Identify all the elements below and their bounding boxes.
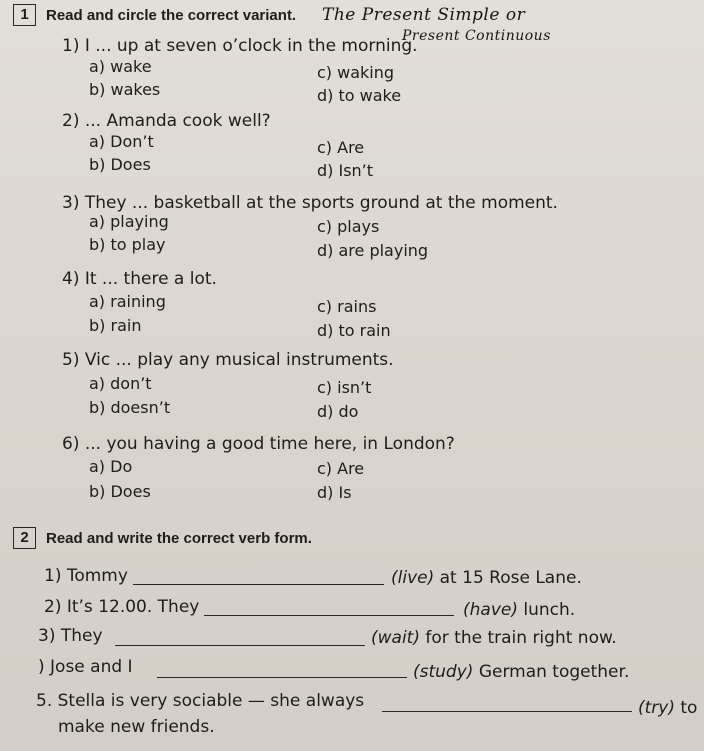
question-2-option-a[interactable]: a) Don’t <box>89 132 154 151</box>
item-3-tail: for the train right now. <box>419 628 617 648</box>
item-4-answer-blank[interactable] <box>157 677 407 678</box>
question-1-option-a[interactable]: a) wake <box>89 57 152 76</box>
question-4-option-a[interactable]: a) raining <box>89 292 166 311</box>
question-6-option-d[interactable]: d) Is <box>317 483 352 502</box>
item-3-answer-blank[interactable] <box>115 645 365 646</box>
question-5-option-d[interactable]: d) do <box>317 402 359 421</box>
question-6-option-c[interactable]: c) Are <box>317 459 365 478</box>
question-4-option-c[interactable]: c) rains <box>317 297 377 316</box>
item-1-hint: (live) <box>391 568 435 588</box>
handwritten-note-line-1: The Present Simple or <box>322 5 526 25</box>
question-1-option-d[interactable]: d) to wake <box>317 86 402 105</box>
item-2-hint: (have) <box>463 600 518 620</box>
section-2-title: Read and write the correct verb form. <box>46 530 312 547</box>
item-1-answer-blank[interactable] <box>133 584 384 585</box>
section-2-number: 2 <box>13 527 36 549</box>
item-3-text: 3) They <box>38 626 103 646</box>
question-4: 4) It ... there a lot. <box>62 269 217 289</box>
item-2-text: 2) It’s 12.00. They <box>44 597 200 617</box>
section-1-title: Read and circle the correct variant. <box>46 7 297 24</box>
question-5-option-a[interactable]: a) don’t <box>89 374 152 393</box>
item-1-text: 1) Tommy <box>44 566 128 586</box>
question-2-option-b[interactable]: b) Does <box>89 155 151 174</box>
handwritten-note-line-2: Present Continuous <box>402 28 551 44</box>
question-1-option-c[interactable]: c) waking <box>317 63 395 82</box>
item-4-hint: (study) <box>413 662 474 682</box>
question-5-option-b[interactable]: b) doesn’t <box>89 398 171 417</box>
question-4-option-d[interactable]: d) to rain <box>317 321 391 340</box>
question-3: 3) They ... basketball at the sports ground at the moment. <box>62 193 558 213</box>
question-6: 6) ... you having a good time here, in London? <box>62 434 455 454</box>
question-3-option-d[interactable]: d) are playing <box>317 241 429 260</box>
question-5: 5) Vic ... play any musical instruments. <box>62 350 394 370</box>
question-3-option-c[interactable]: c) plays <box>317 217 380 236</box>
item-5-hint: (try) <box>638 698 675 718</box>
section-1-number: 1 <box>13 4 36 26</box>
item-5-text: 5. Stella is very sociable — she always <box>36 691 365 711</box>
item-4-hint-row <box>413 664 629 681</box>
item-3-hint: (wait) <box>371 628 420 648</box>
question-2: 2) ... Amanda cook well? <box>62 111 271 131</box>
item-4-text: ) Jose and I <box>38 657 133 677</box>
question-2-option-c[interactable]: c) Are <box>317 138 365 157</box>
item-2-answer-blank[interactable] <box>204 615 454 616</box>
item-4-tail: German together. <box>473 662 630 682</box>
question-3-option-a[interactable]: a) playing <box>89 212 169 231</box>
question-2-option-d[interactable]: d) Isn’t <box>317 161 374 180</box>
question-4-option-b[interactable]: b) rain <box>89 316 142 335</box>
item-2-hint-row <box>463 602 575 619</box>
item-3-hint-row <box>371 630 617 647</box>
item-5-answer-blank[interactable] <box>382 711 632 712</box>
item-1-tail: at 15 Rose Lane. <box>434 568 582 588</box>
item-5-hint-row <box>638 700 697 717</box>
question-5-option-c[interactable]: c) isn’t <box>317 378 372 397</box>
question-6-option-b[interactable]: b) Does <box>89 482 151 501</box>
item-1-hint-row <box>391 570 582 587</box>
question-1: 1) I ... up at seven o’clock in the morning. <box>62 36 418 56</box>
question-3-option-b[interactable]: b) to play <box>89 235 166 254</box>
item-5-continuation: make new friends. <box>58 717 215 737</box>
item-2-tail: lunch. <box>517 600 576 620</box>
question-6-option-a[interactable]: a) Do <box>89 457 133 476</box>
question-1-option-b[interactable]: b) wakes <box>89 80 161 99</box>
item-5-tail: to <box>674 698 698 718</box>
